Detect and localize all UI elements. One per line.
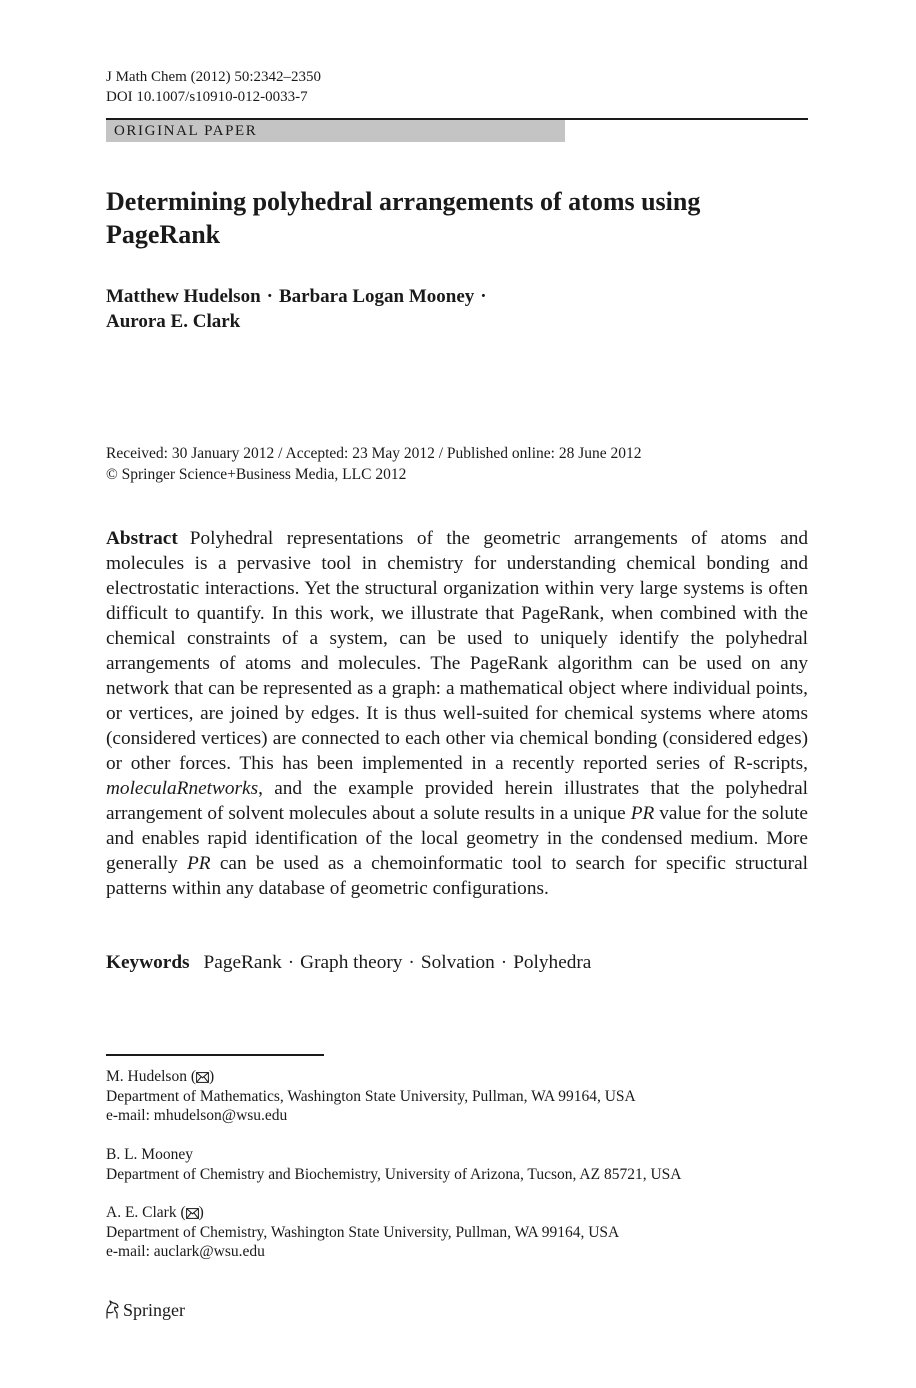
- author-separator: ·: [480, 286, 487, 307]
- keyword-separator: ·: [500, 952, 508, 973]
- author-name[interactable]: Barbara Logan Mooney: [279, 286, 475, 307]
- envelope-icon[interactable]: [186, 1208, 199, 1219]
- keyword-separator: ·: [287, 952, 295, 973]
- section-label: ORIGINAL PAPER: [114, 123, 258, 139]
- affiliation-block: [106, 1203, 619, 1262]
- author-list: [106, 284, 493, 334]
- keyword[interactable]: Solvation: [420, 952, 495, 973]
- abstract-text: Polyhedral representations of the geometric arrangements of atoms and molecules is a pervasive tool in chemistry for understanding chemical bonding and electrostatic interactions. Yet the structural organization within very large systems is often difficult to quantify. In this work, we illustrate that PageRank, when combined with the chemical constraints of a system, can be used to uniquely identify the polyhedral arrangements of atoms and molecules. The PageRank algorithm can be used on any network that can be represented as a graph: a mathematical object where individual points, or vertices, are joined by edges. It is thus well-suited for chemical systems where atoms (considered vertices) are connected to each other via chemical bonding (considered edges) or other forces. This has been implemented in a recently reported series of R-scripts,: [106, 528, 808, 774]
- abstract-italic-term: moleculaRnetworks: [106, 778, 259, 799]
- affiliation-department: Department of Mathematics, Washington State University, Pullman, WA 99164, USA: [106, 1087, 636, 1105]
- affiliation-department: Department of Chemistry, Washington State University, Pullman, WA 99164, USA: [106, 1223, 620, 1241]
- copyright-line: © Springer Science+Business Media, LLC 2012: [106, 466, 407, 483]
- affiliation-email[interactable]: e-mail: auclark@wsu.edu: [106, 1243, 265, 1260]
- affiliation-email[interactable]: e-mail: mhudelson@wsu.edu: [106, 1107, 288, 1124]
- abstract-italic-term: PR: [630, 803, 655, 824]
- springer-horse-logo: [104, 1300, 120, 1319]
- abstract-italic-term: PR: [187, 853, 211, 874]
- paper-title: Determining polyhedral arrangements of atoms using PageRank: [106, 187, 701, 249]
- abstract-text: can be used as a chemoinformatic tool to search for specific structural patterns within any database of geometric configurations.: [106, 853, 808, 899]
- abstract-text: , and the example provided herein illustrates that the polyhedral arrangement of solvent molecules about a solute results in a unique: [106, 778, 808, 824]
- abstract-label: Abstract: [106, 528, 178, 549]
- keyword-separator: ·: [408, 952, 415, 973]
- footnote-rule: [106, 1054, 324, 1056]
- author-name[interactable]: Aurora E. Clark: [106, 311, 241, 332]
- keywords: [106, 950, 591, 975]
- abstract-text: value for the solute and enables rapid identification of the local geometry in the condensed medium. More generally: [106, 803, 808, 874]
- doi[interactable]: DOI 10.1007/s10910-012-0033-7: [106, 89, 308, 105]
- publisher-footer: [104, 1298, 185, 1322]
- author-separator: ·: [266, 286, 273, 307]
- affiliation-block: [106, 1067, 636, 1126]
- publication-history: [106, 443, 642, 485]
- affiliation-block: [106, 1145, 681, 1184]
- keywords-label: Keywords: [106, 952, 190, 973]
- affiliation-name: B. L. Mooney: [106, 1146, 193, 1163]
- journal-header: [106, 67, 321, 107]
- envelope-icon[interactable]: [196, 1072, 209, 1083]
- keyword[interactable]: Graph theory: [300, 952, 403, 973]
- journal-citation: J Math Chem (2012) 50:2342–2350: [106, 69, 321, 85]
- affiliation-name: M. Hudelson ( ): [106, 1068, 215, 1085]
- keyword[interactable]: Polyhedra: [513, 952, 592, 973]
- publisher-name: Springer: [123, 1300, 185, 1320]
- history-dates: Received: 30 January 2012 / Accepted: 23 May 2012 / Published online: 28 June 2012: [106, 445, 642, 462]
- affiliation-department: Department of Chemistry and Biochemistry, University of Arizona, Tucson, AZ 85721, USA: [106, 1165, 682, 1183]
- keyword[interactable]: PageRank: [203, 952, 282, 973]
- affiliation-name: A. E. Clark ( ): [106, 1204, 204, 1221]
- abstract: [106, 526, 808, 901]
- author-name[interactable]: Matthew Hudelson: [106, 286, 261, 307]
